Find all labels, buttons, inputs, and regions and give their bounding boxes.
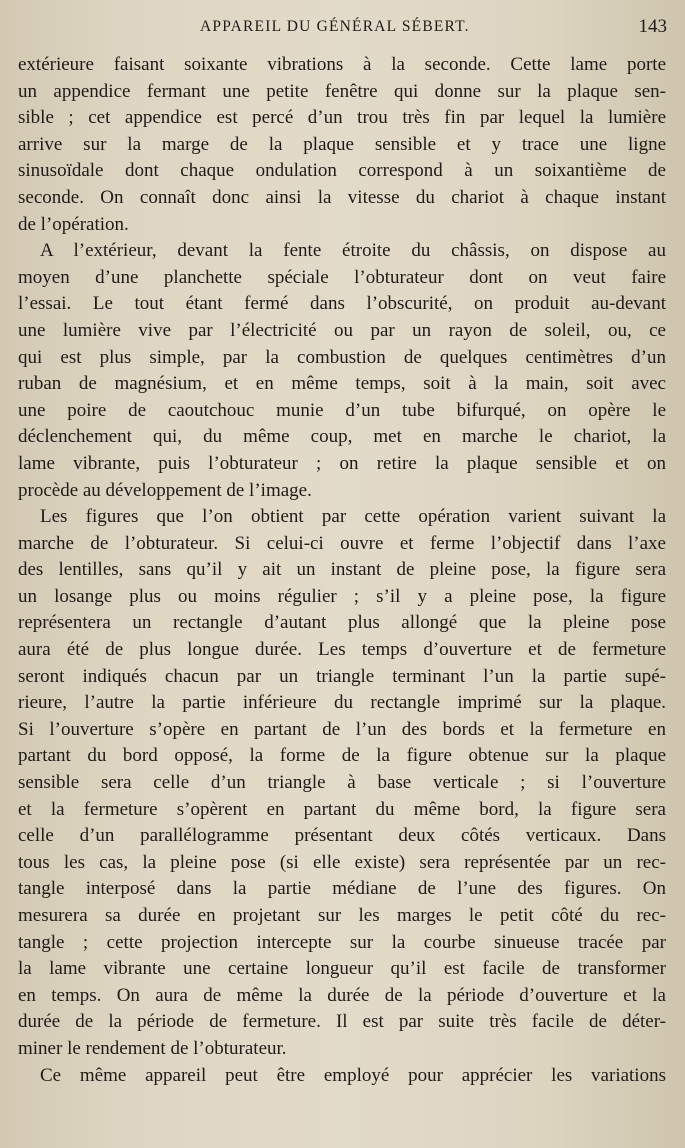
text-line: moyen d’une planchette spéciale l’obturateur dont on veut faire: [18, 266, 666, 288]
text-line: A l’extérieur, devant la fente étroite du châssis, on dispose au: [40, 240, 666, 262]
text-line: tous les cas, la pleine pose (si elle existe) sera représentée par un rec-: [18, 851, 666, 873]
text-line: lame vibrante, puis l’obturateur ; on retire la plaque sensible et on: [18, 452, 666, 474]
text-line: rieure, l’autre la partie inférieure du rectangle imprimé sur la plaque.: [18, 692, 666, 714]
paragraph: [18, 504, 666, 1062]
text-line: des lentilles, sans qu’il y ait un instant de pleine pose, la figure sera: [18, 559, 666, 581]
text-line: déclenchement qui, du même coup, met en marche le chariot, la: [18, 426, 666, 448]
text-line: représentera un rectangle d’autant plus allongé que la pleine pose: [18, 612, 666, 634]
text-line: seconde. On connaît donc ainsi la vitesse du chariot à chaque instant: [18, 186, 666, 208]
text-line: miner le rendement de l’obturateur.: [18, 1037, 287, 1059]
paragraph: [18, 52, 666, 238]
text-line: seront indiqués chacun par un triangle terminant l’un la partie supé-: [18, 665, 666, 687]
text-line: celle d’un parallélogramme présentant deux côtés verticaux. Dans: [18, 825, 666, 847]
running-head: [200, 18, 667, 40]
text-line: aura été de plus longue durée. Les temps d’ouverture et de fermeture: [18, 639, 666, 661]
text-line: tangle ; cette projection intercepte sur la courbe sinueuse tracée par: [18, 931, 666, 953]
text-line: extérieure faisant soixante vibrations à la seconde. Cette lame porte: [18, 54, 666, 75]
paragraph: [18, 1063, 666, 1090]
text-line: de l’opération.: [18, 213, 129, 235]
text-line: partant du bord opposé, la forme de la figure obtenue sur la plaque: [18, 745, 666, 767]
text-line: procède au développement de l’image.: [18, 479, 312, 501]
text-line: tangle interposé dans la partie médiane de l’une des figures. On: [18, 878, 666, 900]
text-line: la lame vibrante une certaine longueur qu’il est facile de transformer: [18, 958, 666, 980]
page-number: 143: [638, 16, 667, 37]
text-line: durée de la période de fermeture. Il est par suite très facile de déter-: [18, 1011, 666, 1033]
text-line: qui est plus simple, par la combustion de quelques centimètres d’un: [18, 346, 666, 368]
text-line: arrive sur la marge de la plaque sensible et y trace une ligne: [18, 133, 666, 155]
text-line: Ce même appareil peut être employé pour apprécier les variations: [40, 1064, 666, 1086]
text-line: Si l’ouverture s’opère en partant de l’un des bords et la fermeture en: [18, 718, 666, 740]
text-line: ruban de magnésium, et en même temps, soit à la main, soit avec: [18, 373, 666, 395]
text-line: en temps. On aura de même la durée de la période d’ouverture et la: [18, 984, 666, 1006]
body-text: [18, 52, 666, 1089]
running-title: APPAREIL DU GÉNÉRAL SÉBERT.: [200, 18, 470, 35]
text-line: sensible sera celle d’un triangle à base verticale ; si l’ouverture: [18, 772, 666, 794]
text-line: une lumière vive par l’électricité ou par un rayon de soleil, ou, ce: [18, 319, 666, 341]
paragraph: [18, 238, 666, 504]
text-line: et la fermeture s’opèrent en partant du même bord, la figure sera: [18, 798, 666, 820]
text-line: sible ; cet appendice est percé d’un trou très fin par lequel la lumière: [18, 107, 666, 129]
text-line: marche de l’obturateur. Si celui-ci ouvre et ferme l’objectif dans l’axe: [18, 532, 666, 554]
text-line: un appendice fermant une petite fenêtre qui donne sur la plaque sen-: [18, 80, 666, 102]
text-line: Les figures que l’on obtient par cette opération varient suivant la: [40, 506, 666, 528]
text-line: mesurera sa durée en projetant sur les marges le petit côté du rec-: [18, 905, 666, 926]
text-line: sinusoïdale dont chaque ondulation correspond à un soixantième de: [18, 160, 666, 182]
text-line: l’essai. Le tout étant fermé dans l’obscurité, on produit au-devant: [18, 293, 666, 315]
text-line: un losange plus ou moins régulier ; s’il y a pleine pose, la figure: [18, 585, 666, 607]
text-line: une poire de caoutchouc munie d’un tube bifurqué, on opère le: [18, 399, 666, 421]
